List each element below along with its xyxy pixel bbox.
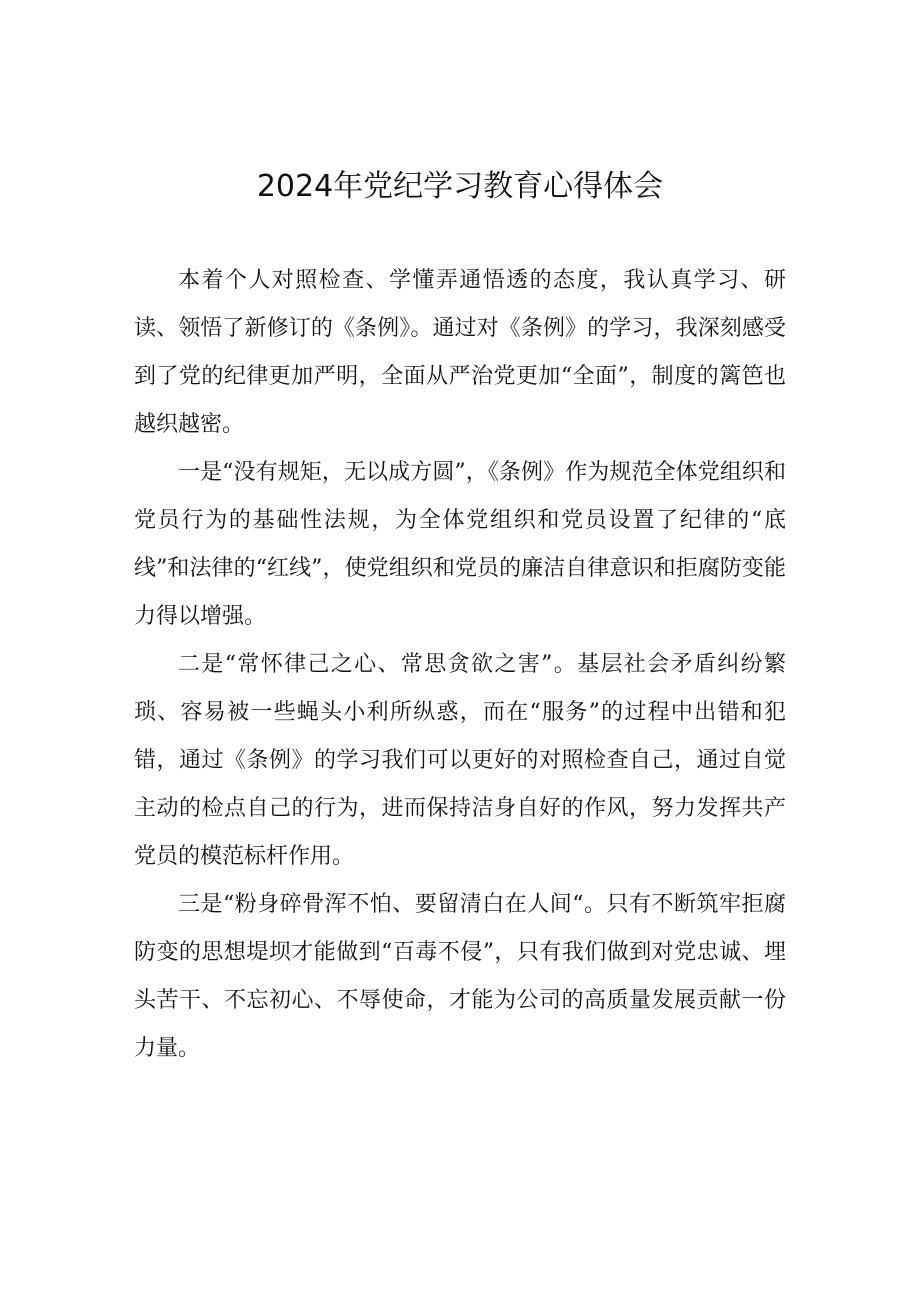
paragraph-intro: 本着个人对照检查、学懂弄通悟透的态度，我认真学习、研读、领悟了新修订的《条例》。通过对《条例》的学习，我深刻感受到了党的纪律更加严明，全面从严治党更加“全面”，制度的篱笆也越织越密。 xyxy=(134,268,786,437)
paragraph-point-two: 二是“常怀律己之心、常思贪欲之害”。基层社会矛盾纠纷繁琐、容易被一些蝇头小利所纵惑，而在“服务”的过程中出错和犯错，通过《条例》的学习我们可以更好的对照检查自己，通过自觉主动的检点自己的行为，进而保持洁身自好的作风，努力发挥共产党员的模范标杆作用。 xyxy=(134,652,786,869)
paragraph-point-one: 一是“没有规矩，无以成方圆”，《条例》作为规范全体党组织和党员行为的基础性法规，为全体党组织和党员设置了纪律的“底线”和法律的“红线”，使党组织和党员的廉洁自律意识和拒腐防变能力得以增强。 xyxy=(134,460,786,629)
document-title: 2024年党纪学习教育心得体会 xyxy=(256,169,664,204)
document-body xyxy=(134,257,786,1073)
paragraph-point-three: 三是“粉身碎骨浑不怕、要留清白在人间“。只有不断筑牢拒腐防变的思想堤坝才能做到“百毒不侵”，只有我们做到对党忠诚、埋头苦干、不忘初心、不辱使命，才能为公司的高质量发展贡献一份力量。 xyxy=(134,892,786,1061)
